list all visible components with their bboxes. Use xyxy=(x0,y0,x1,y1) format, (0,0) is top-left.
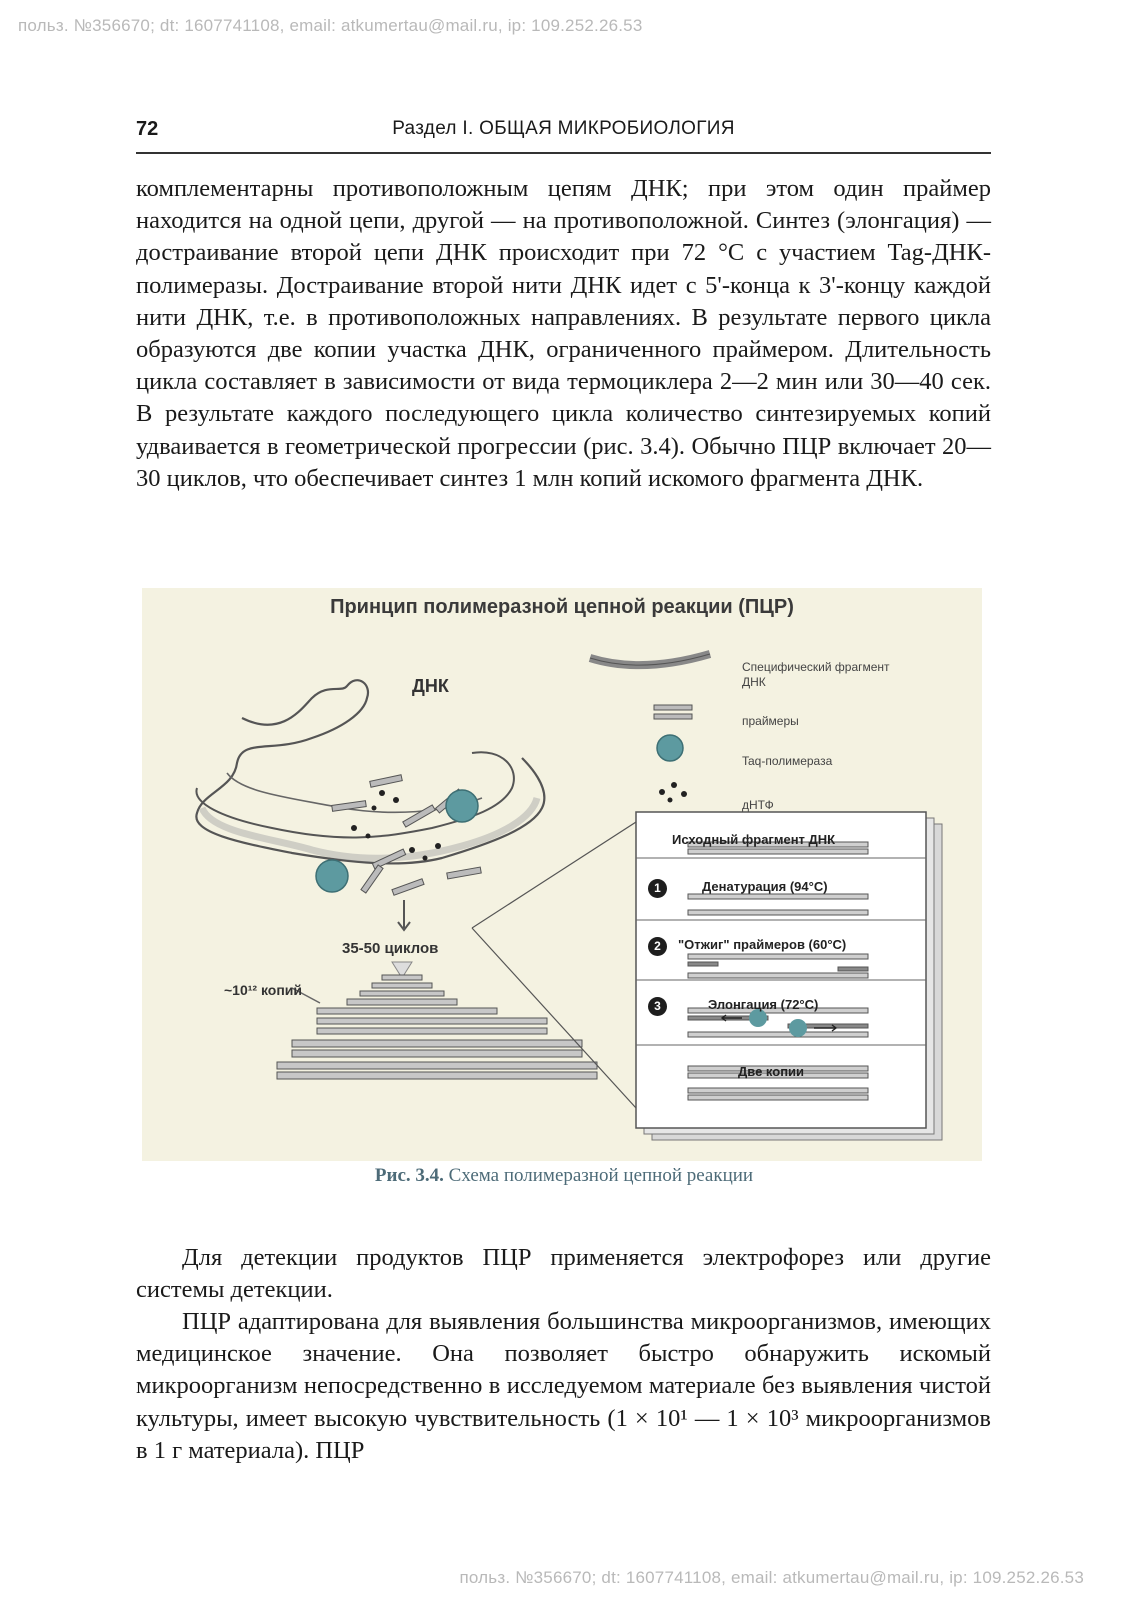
dna-label: ДНК xyxy=(412,676,449,696)
step-1-label: Денатурация (94°С) xyxy=(702,879,828,894)
cycle-arrow xyxy=(398,900,410,930)
body-paragraph-2: Для детекции продуктов ПЦР применяется электрофорез или другие системы детекции. xyxy=(136,1244,991,1304)
step-initial-label: Исходный фрагмент ДНК xyxy=(672,832,836,847)
cycles-label: 35-50 циклов xyxy=(342,940,439,957)
body-paragraph-1: комплементарны противоположным цепям ДНК; при этом один праймер находится на одной цепи, другой — на противоположной. Синтез (элонгация) — достраивание второй цепи ДНК происходит при 72 °С с участием Tag-ДНК-полимеразы. Достраивание второй нити ДНК идет с 5'-конца к 3'-концу каждой нити ДНК, т.е. в противоположных направлениях. В результате первого цикла образуются две копии участка ДНК, ограниченного праймером. Длительность цикла составляет в зависимости от вида термоциклера 2—2 мин или 30—40 сек. В результате каждого последующего цикла количество синтезируемых копий удваивается в геометрической прогрессии (рис. 3.4). Обычно ПЦР включает 20—30 циклов, что обеспечивает синтез 1 млн копий искомого фрагмента ДНК. xyxy=(136,175,991,492)
copies-pyramid xyxy=(277,975,597,1079)
legend-polymerase-icon xyxy=(657,735,683,761)
step-2-number: 2 xyxy=(648,937,667,956)
watermark-bottom: польз. №356670; dt: 1607741108, email: atkumertau@mail.ru, ip: 109.252.26.53 xyxy=(459,1568,1084,1587)
figure-caption xyxy=(0,1165,1128,1187)
legend-dntp-icon xyxy=(659,782,687,803)
step-3-label: Элонгация (72°С) xyxy=(708,997,819,1012)
page-number: 72 xyxy=(136,118,159,140)
watermark-top: польз. №356670; dt: 1607741108, email: atkumertau@mail.ru, ip: 109.252.26.53 xyxy=(18,16,643,35)
step-1-number: 1 xyxy=(648,879,667,898)
legend-primers-label: праймеры xyxy=(742,714,799,728)
legend-fragment-icon xyxy=(590,654,710,665)
legend-polymerase-label: Taq-полимераза xyxy=(742,754,833,768)
step-2-label: "Отжиг" праймеров (60°С) xyxy=(678,937,847,952)
legend-fragment-label: Специфический фрагмент ДНК xyxy=(742,660,890,689)
polymerase-blob-2 xyxy=(316,860,348,892)
copies-label: ~10¹² копий xyxy=(224,982,303,998)
figure-title: Принцип полимеразной цепной реакции (ПЦР) xyxy=(330,596,794,618)
body-paragraph-3: ПЦР адаптирована для выявления большинства микроорганизмов, имеющих медицинское значение. Она позволяет быстро обнаружить искомый микроорганизм непосредственно в исследуемом материале без выявления чистой культуры, имеет высокую чувствительность (1 × 10¹ — 1 × 10³ микроорганизмов в 1 г материала). ПЦР xyxy=(136,1308,991,1464)
polymerase-blob-1 xyxy=(446,790,478,822)
caption-label: Рис. 3.4. xyxy=(374,1165,444,1186)
step-result-label: Две копии xyxy=(738,1064,805,1079)
legend-primer-icon xyxy=(654,705,692,710)
caption-text: Схема полимеразной цепной реакции xyxy=(448,1165,754,1186)
step-3-number: 3 xyxy=(648,997,667,1016)
dna-strand-inner xyxy=(202,798,537,858)
steps-panel xyxy=(636,812,926,1128)
running-head xyxy=(136,114,991,154)
pcr-figure xyxy=(142,588,982,1161)
section-title: Раздел I. ОБЩАЯ МИКРОБИОЛОГИЯ xyxy=(392,118,735,139)
legend-dntp-label: дНТФ xyxy=(742,798,774,812)
